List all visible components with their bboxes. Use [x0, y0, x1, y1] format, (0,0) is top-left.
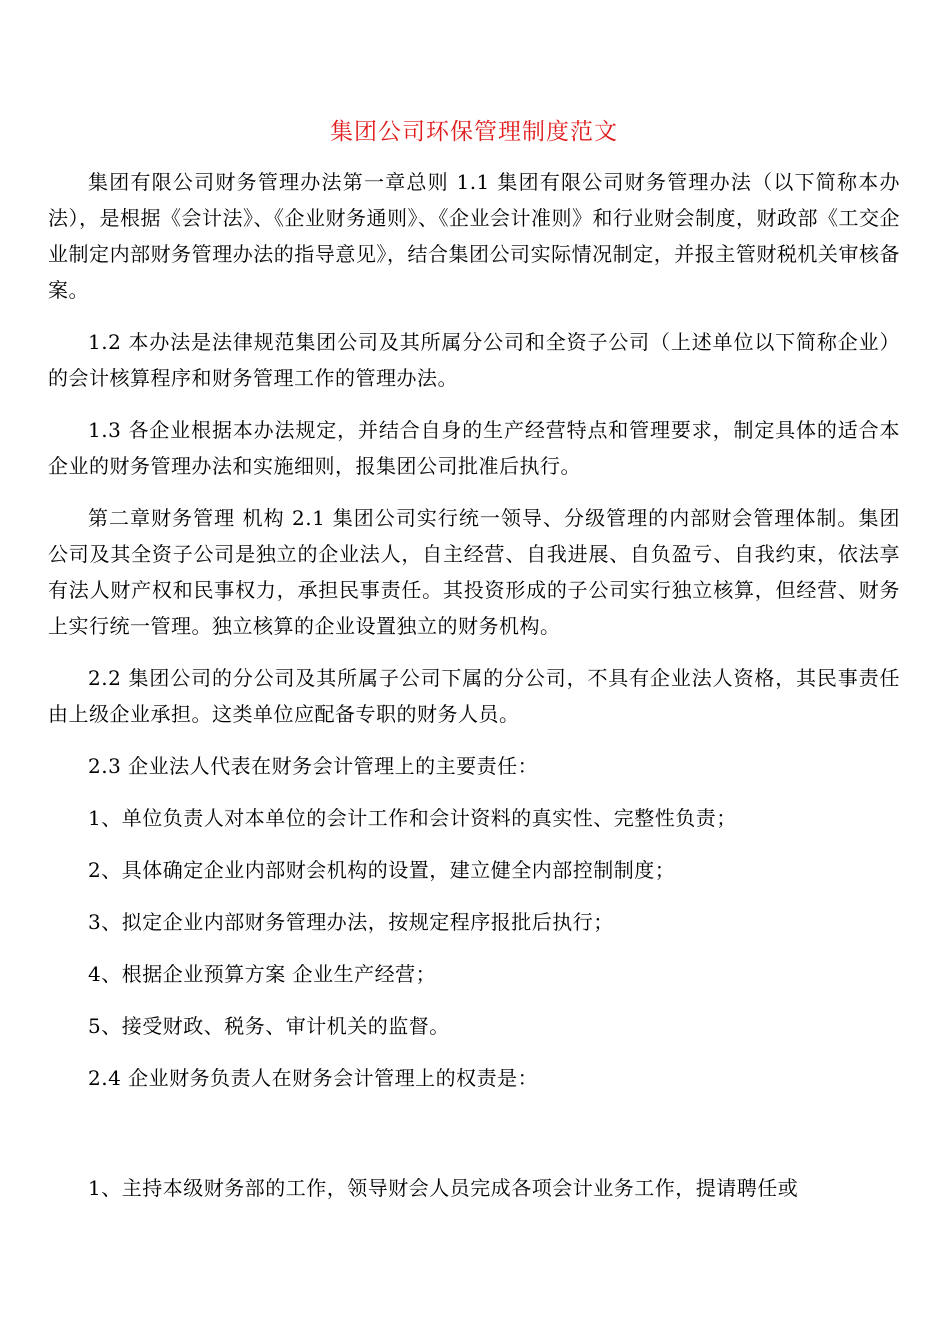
paragraph-1: 集团有限公司财务管理办法第一章总则 1.1 集团有限公司财务管理办法（以下简称本办法），是根据《会计法》、《企业财务通则》、《企业会计准则》和行业财会制度，财政部《工交企业制定内部财务管理办法的指导意见》，结合集团公司实际情况制定，并报主管财税机关审核备案。 — [48, 170, 900, 302]
page-gap — [48, 1112, 900, 1170]
list-item-2: 2、具体确定企业内部财会机构的设置，建立健全内部控制制度； — [88, 858, 676, 882]
list-item-1: 1、单位负责人对本单位的会计工作和会计资料的真实性、完整性负责； — [88, 806, 737, 830]
paragraph-chapter-2: 第二章财务管理 机构 2.1 集团公司实行统一领导、分级管理的内部财会管理体制。集团公司及其全资子公司是独立的企业法人，自主经营、自我进展、自负盈亏、自我约束，依法享有法人财产权和民事权力，承担民事责任。其投资形成的子公司实行独立核算，但经营、财务上实行统一管理。独立核算的企业设置独立的财务机构。 — [48, 506, 900, 638]
trailing-paragraph: 1、主持本级财务部的工作，领导财会人员完成各项会计业务工作，提请聘任或 — [88, 1176, 799, 1200]
paragraph-2-2: 2.2 集团公司的分公司及其所属子公司下属的分公司，不具有企业法人资格，其民事责任由上级企业承担。这类单位应配备专职的财务人员。 — [48, 666, 900, 726]
list-item-3: 3、拟定企业内部财务管理办法，按规定程序报批后执行； — [88, 910, 614, 934]
paragraph-1-3: 1.3 各企业根据本办法规定，并结合自身的生产经营特点和管理要求，制定具体的适合本企业的财务管理办法和实施细则，报集团公司批准后执行。 — [48, 418, 900, 478]
paragraph-2-4: 2.4 企业财务负责人在财务会计管理上的权责是： — [88, 1066, 539, 1090]
paragraph-1-2: 1.2 本办法是法律规范集团公司及其所属分公司和全资子公司（上述单位以下简称企业）的会计核算程序和财务管理工作的管理办法。 — [48, 330, 900, 390]
document-title: 集团公司环保管理制度范文 — [330, 119, 618, 145]
document-body — [48, 164, 900, 1222]
list-item-4: 4、根据企业预算方案 企业生产经营； — [88, 962, 437, 986]
list-item-5: 5、接受财政、税务、审计机关的监督。 — [88, 1014, 450, 1038]
paragraph-2-3: 2.3 企业法人代表在财务会计管理上的主要责任： — [88, 754, 539, 778]
